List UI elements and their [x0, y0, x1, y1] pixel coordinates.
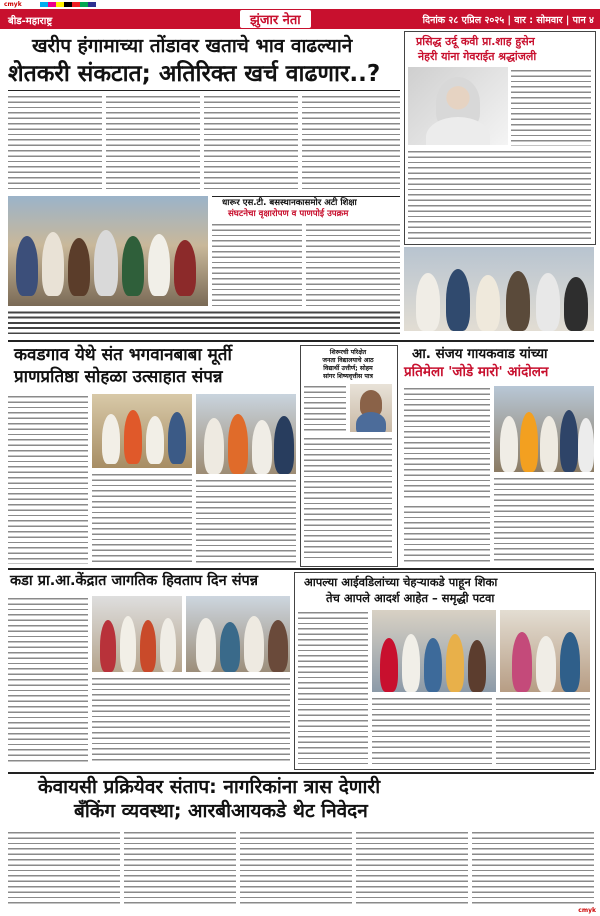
swatch-chip [40, 2, 48, 7]
story8-column [496, 696, 590, 764]
story6-column [494, 476, 594, 564]
paper-name: झुंजार नेता [240, 10, 311, 28]
story3-rule [212, 196, 400, 197]
story1-headline-1: खरीप हंगामाच्या तोंडावर खताचे भाव वाढल्याने [32, 35, 353, 57]
story5-headline-1: शिरूरची परिक्षेत [329, 349, 367, 356]
story2-headline-1: प्रसिद्ध उर्दू कवी प्रा.शाह हुसेन [416, 35, 535, 48]
story5-headline-3: विद्यार्थी उत्तीर्ण; सोहम [323, 365, 373, 372]
masthead [0, 9, 600, 29]
story3-headline-2: संघटनेचा वृक्षारोपण व पाणपोई उपक्रम [228, 209, 349, 219]
section-divider [8, 568, 594, 570]
story1-rule [8, 90, 400, 91]
story3-headline-1: धारूर एस.टी. बसस्थानकासमोर अटी शिक्षा [222, 198, 357, 208]
color-swatch [40, 2, 96, 7]
story4-column [196, 478, 296, 564]
story2-column [511, 68, 591, 146]
story7-column [92, 676, 290, 764]
section-divider [8, 340, 594, 342]
story3-column [212, 222, 302, 306]
story4-column [92, 472, 192, 564]
swatch-chip [64, 2, 72, 7]
story1-column [8, 94, 102, 192]
cmyk-mark: cmyk [4, 1, 22, 8]
story1-column [204, 94, 298, 192]
story5-column [304, 384, 346, 432]
story7-photo [92, 596, 182, 672]
story7-event-photo [186, 596, 290, 672]
story8-event-photo [500, 610, 590, 692]
story4-event-photo [196, 394, 296, 474]
story8-column [372, 696, 492, 764]
story1-photo [8, 196, 208, 306]
swatch-chip [56, 2, 64, 7]
color-registration-strip [0, 0, 600, 8]
story9-column [356, 830, 468, 906]
story1-column [106, 94, 200, 192]
story1-headline-2: शेतकरी संकटात; अतिरिक्त खर्च वाढणार..? [8, 61, 381, 87]
story1-photo-caption [8, 310, 400, 336]
story9-headline-1: केवायसी प्रक्रियेवर संताप: नागरिकांना त्रास देणारी [38, 776, 381, 798]
story6-column [404, 386, 490, 500]
story9-column [240, 830, 352, 906]
date-line: दिनांक २८ एप्रिल २०२५ | वार : सोमवार | पान ४ [422, 15, 594, 26]
story4-photo [92, 394, 192, 468]
story9-column [124, 830, 236, 906]
story6-headline-2: प्रतिमेला 'जोडे मारो' आंदोलन [404, 364, 549, 380]
poet-photo [408, 67, 508, 145]
swatch-chip [72, 2, 80, 7]
story1-column [302, 94, 400, 192]
swatch-chip [80, 2, 88, 7]
story8-headline-1: आपल्या आईवडिलांच्या चेहऱ्याकडे पाहून शिका [304, 575, 498, 589]
story9-column [8, 830, 120, 906]
protest-photo [494, 386, 594, 472]
story7-column [8, 596, 88, 764]
swatch-chip [88, 2, 96, 7]
story8-headline-2: तेच आपले आदर्श आहेत – समृद्धी पटवा [326, 591, 495, 605]
student-photo [350, 384, 392, 432]
story8-column [298, 610, 368, 764]
story2-headline-2: नेहरी यांना गेवराईत श्रद्धांजली [418, 50, 537, 63]
story4-column [8, 394, 88, 564]
story7-headline: कडा प्रा.आ.केंद्रात जागतिक हिवताप दिन संपन्न [10, 573, 258, 589]
story9-headline-2: बँकिंग व्यवस्था; आरबीआयकडे थेट निवेदन [74, 800, 368, 822]
story5-headline-2: जनता विद्यालयाचे आठ [322, 357, 374, 364]
story4-headline-2: प्राणप्रतिष्ठा सोहळा उत्साहात संपन्न [14, 367, 223, 387]
story5-column [304, 436, 392, 562]
story6-column [404, 504, 490, 564]
story3-column [306, 222, 400, 306]
story8-photo [372, 610, 496, 692]
story5-headline-4: सांगर शिष्यवृत्तीस पात्र [323, 373, 373, 380]
swatch-chip [48, 2, 56, 7]
story2-column [408, 149, 591, 240]
story6-headline-1: आ. संजय गायकवाड यांच्या [412, 346, 548, 362]
edition-label: बीड-महाराष्ट्र [8, 16, 53, 27]
story4-headline-1: कवडगाव येथे संत भगवानबाबा मूर्ती [14, 345, 232, 365]
section-divider [8, 772, 594, 774]
cmyk-mark-footer: cmyk [578, 907, 596, 914]
story9-column [472, 830, 594, 906]
story2-event-photo [404, 247, 594, 331]
